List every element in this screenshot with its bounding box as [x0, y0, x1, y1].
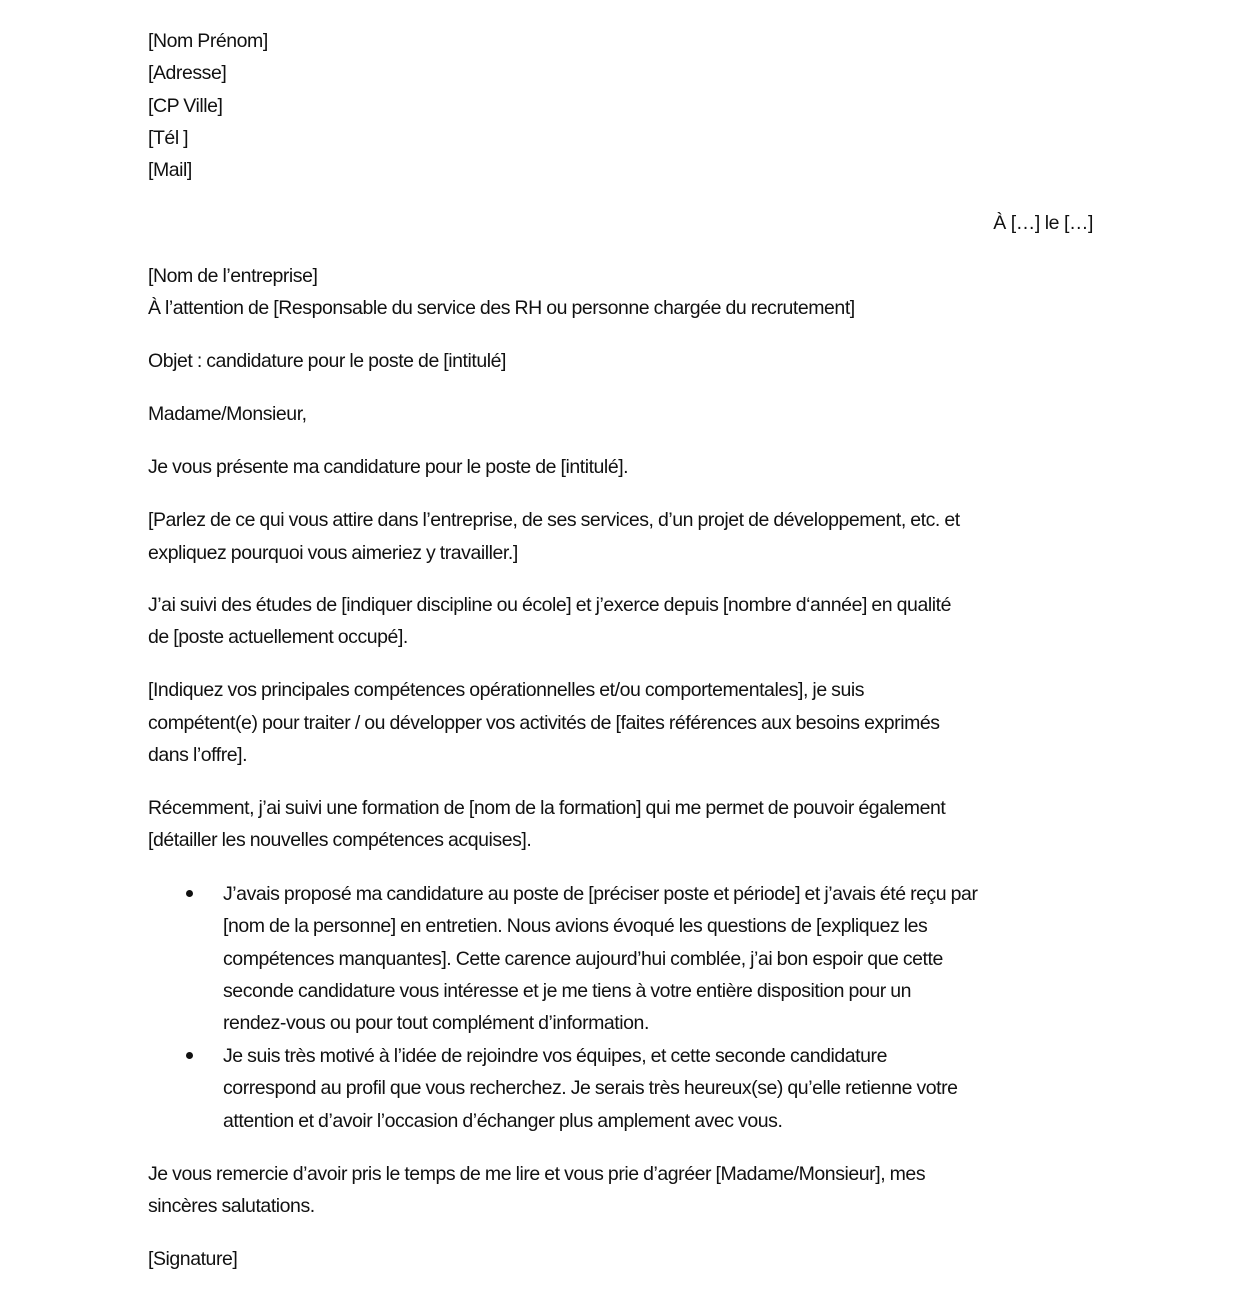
sender-name: [Nom Prénom] [148, 30, 268, 52]
paragraph-line: Récemment, j’ai suivi une formation de [nom de la formation] qui me permet de pouvoir également [148, 797, 946, 819]
paragraph-line: J’ai suivi des études de [indiquer discipline ou école] et j’exerce depuis [nombre d‘année] en qualité [148, 594, 951, 616]
closing-line: sincères salutations. [148, 1195, 315, 1217]
bullet-line: correspond au profil que vous recherchez. Je serais très heureux(se) qu’elle retienne votre [223, 1077, 958, 1099]
bullet-line: seconde candidature vous intéresse et je me tiens à votre entière disposition pour un [223, 980, 912, 1002]
paragraph-line: expliquez pourquoi vous aimeriez y travailler.] [148, 542, 518, 564]
closing-line: Je vous remercie d’avoir pris le temps de me lire et vous prie d’agréer [Madame/Monsieur], mes [148, 1163, 926, 1185]
paragraph-line: Je vous présente ma candidature pour le poste de [intitulé]. [148, 456, 629, 478]
salutation: Madame/Monsieur, [148, 403, 307, 425]
sender-mail: [Mail] [148, 159, 192, 181]
date-place: À […] le […] [993, 212, 1093, 234]
paragraph-line: [détailler les nouvelles compétences acquises]. [148, 829, 532, 851]
bullet-line: attention et d’avoir l’occasion d’échanger plus amplement avec vous. [223, 1110, 783, 1132]
subject-line: Objet : candidature pour le poste de [intitulé] [148, 350, 507, 372]
bullet-icon [186, 1052, 193, 1059]
paragraph-line: [Indiquez vos principales compétences opérationnelles et/ou comportementales], je suis [148, 679, 865, 701]
sender-city: [CP Ville] [148, 95, 223, 117]
bullet-line: Je suis très motivé à l’idée de rejoindre vos équipes, et cette seconde candidature [223, 1045, 887, 1067]
bullet-line: J’avais proposé ma candidature au poste de [préciser poste et période] et j’avais été reçu par [223, 883, 978, 905]
paragraph-line: [Parlez de ce qui vous attire dans l’entreprise, de ses services, d’un projet de développement, etc. et [148, 509, 960, 531]
bullet-line: compétences manquantes]. Cette carence aujourd’hui comblée, j’ai bon espoir que cette [223, 948, 943, 970]
paragraph-line: compétent(e) pour traiter / ou développer vos activités de [faites références aux besoins exprimés [148, 712, 940, 734]
signature: [Signature] [148, 1248, 238, 1270]
bullet-line: rendez-vous ou pour tout complément d’information. [223, 1012, 649, 1034]
bullet-icon [186, 890, 193, 897]
recipient-attention: À l’attention de [Responsable du service des RH ou personne chargée du recrutement] [148, 297, 855, 319]
sender-address: [Adresse] [148, 62, 227, 84]
sender-phone: [Tél ] [148, 127, 189, 149]
paragraph-line: dans l’offre]. [148, 744, 248, 766]
recipient-company: [Nom de l’entreprise] [148, 265, 318, 287]
bullet-line: [nom de la personne] en entretien. Nous avions évoqué les questions de [expliquez les [223, 915, 928, 937]
paragraph-line: de [poste actuellement occupé]. [148, 626, 408, 648]
